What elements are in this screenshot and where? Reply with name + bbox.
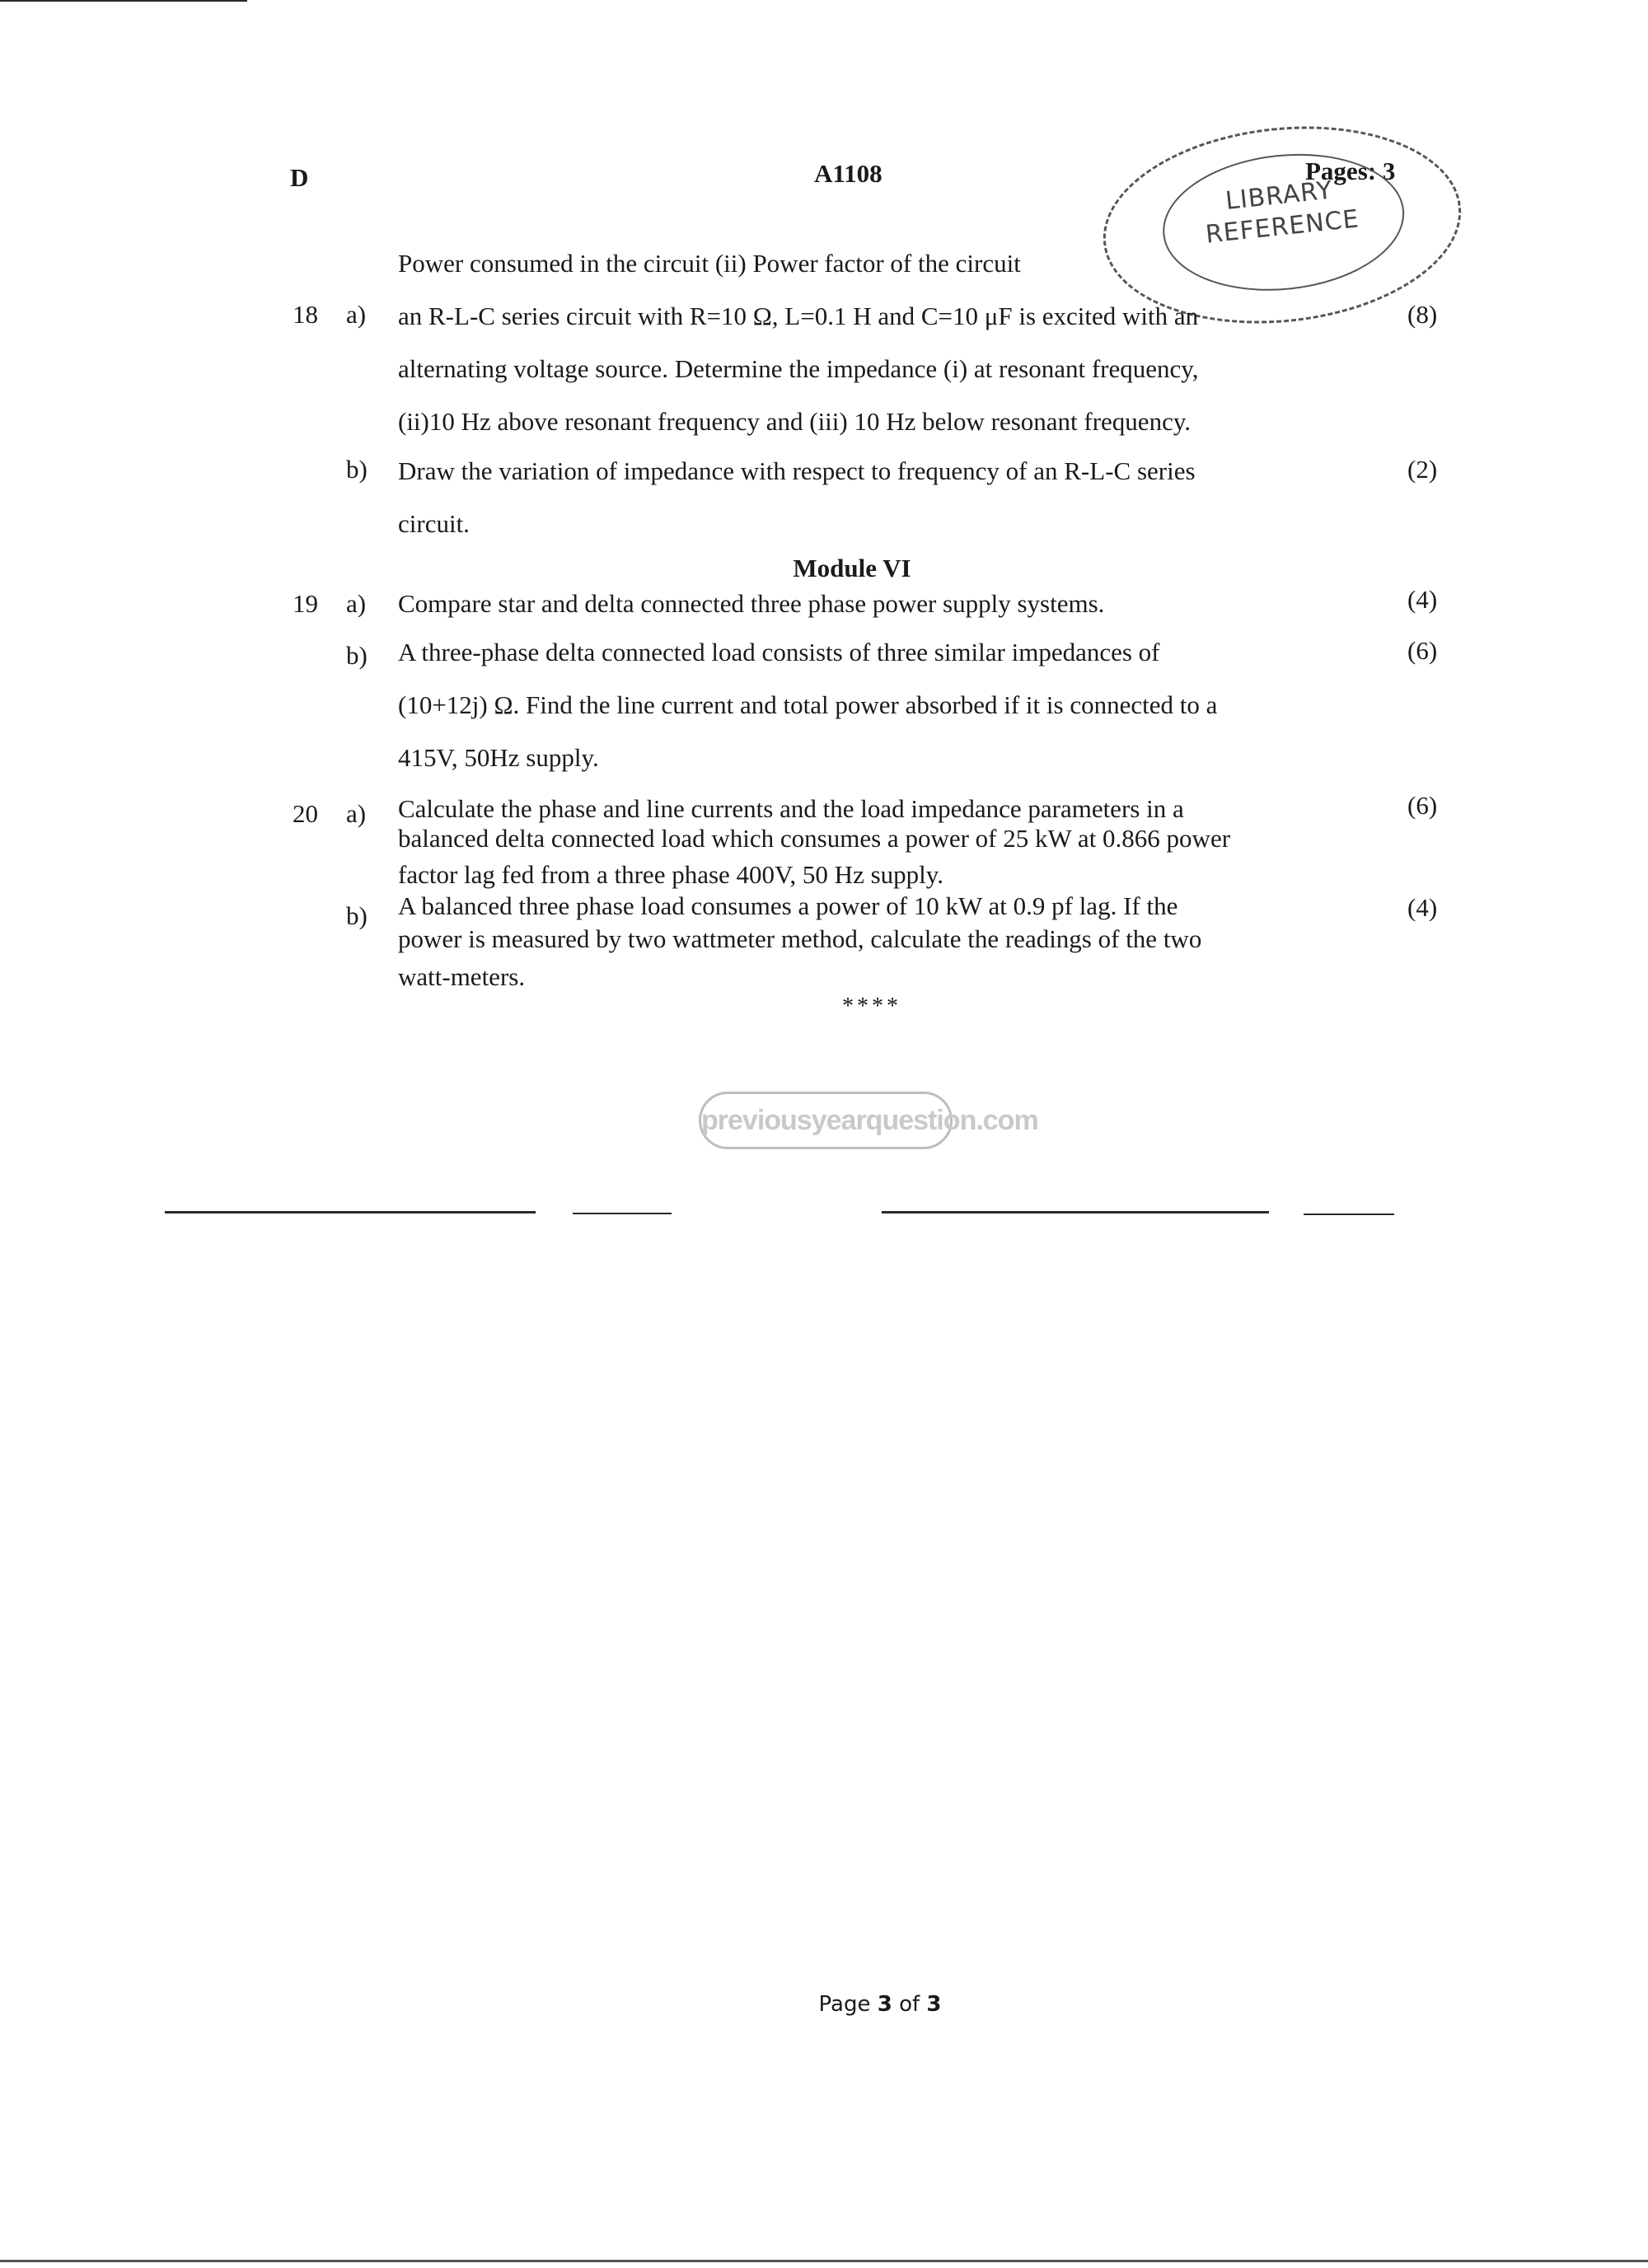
footer-total-pages: 3 — [926, 1992, 942, 2017]
footer-prefix: Page — [818, 1992, 878, 2017]
module-heading: Module VI — [793, 554, 911, 582]
q18a-label: a) — [346, 300, 367, 329]
q17-continuation-text: Power consumed in the circuit (ii) Power factor of the circuit — [398, 249, 1021, 278]
scan-smudge-line-left — [165, 1211, 536, 1213]
paper-code: A1108 — [814, 159, 883, 188]
scan-smudge-line-left-short — [573, 1213, 672, 1214]
q18a-line2: alternating voltage source. Determine the impedance (i) at resonant frequency, — [398, 354, 1199, 383]
q18b-label: b) — [346, 455, 368, 484]
q18b-marks: (2) — [1407, 455, 1438, 484]
footer-current-page: 3 — [877, 1992, 892, 2017]
q19b-marks: (6) — [1407, 636, 1438, 665]
q19b-line1: A three-phase delta connected load consists of three similar impedances of — [398, 638, 1160, 666]
q18-number: 18 — [293, 300, 318, 329]
q19a-text: Compare star and delta connected three phase power supply systems. — [398, 589, 1105, 618]
q18a-marks: (8) — [1407, 300, 1438, 329]
q18b-line1: Draw the variation of impedance with respect to frequency of an R-L-C series — [398, 456, 1196, 485]
library-stamp-line2: REFERENCE — [1204, 204, 1361, 250]
q20a-line1: Calculate the phase and line currents and the load impedance parameters in a — [398, 794, 1184, 823]
q19-number: 19 — [293, 589, 318, 618]
q19b-label: b) — [346, 641, 368, 670]
q19a-marks: (4) — [1407, 585, 1438, 614]
footer-middle: of — [892, 1992, 927, 2017]
watermark-logo: previousyearquestion.com — [699, 1092, 953, 1149]
q19b-line3: 415V, 50Hz supply. — [398, 743, 599, 772]
q19b-line2: (10+12j) Ω. Find the line current and total power absorbed if it is connected to a — [398, 690, 1218, 719]
q20b-line1: A balanced three phase load consumes a power of 10 kW at 0.9 pf lag. If the — [398, 891, 1178, 920]
q18a-line1: an R-L-C series circuit with R=10 Ω, L=0.1 H and C=10 μF is excited with an — [398, 302, 1199, 330]
end-of-paper-marker: **** — [842, 994, 901, 1019]
q20a-line2: balanced delta connected load which consumes a power of 25 kW at 0.866 power — [398, 824, 1231, 853]
scan-edge-bottom — [0, 2260, 1648, 2262]
library-stamp-line1: LIBRARY — [1224, 175, 1335, 216]
q19a-label: a) — [346, 589, 367, 618]
page-count: Pages: 3 — [1305, 157, 1396, 185]
scan-edge-top — [0, 0, 247, 2]
q20a-marks: (6) — [1407, 791, 1438, 820]
q20b-label: b) — [346, 901, 368, 930]
q20a-label: a) — [346, 799, 367, 828]
q18a-line3: (ii)10 Hz above resonant frequency and (iii) 10 Hz below resonant frequency. — [398, 407, 1192, 436]
q18b-line2: circuit. — [398, 509, 470, 538]
q20-number: 20 — [293, 799, 318, 828]
q20b-line3: watt-meters. — [398, 962, 526, 991]
scan-smudge-line-right-short — [1304, 1213, 1394, 1215]
scan-smudge-line-right — [882, 1211, 1269, 1213]
q20a-line3: factor lag fed from a three phase 400V, 50 Hz supply. — [398, 860, 943, 889]
page-footer — [0, 1992, 1648, 2017]
q20b-marks: (4) — [1407, 893, 1438, 922]
q20b-line2: power is measured by two wattmeter method, calculate the readings of the two — [398, 924, 1202, 953]
paper-series-letter: D — [290, 163, 309, 192]
